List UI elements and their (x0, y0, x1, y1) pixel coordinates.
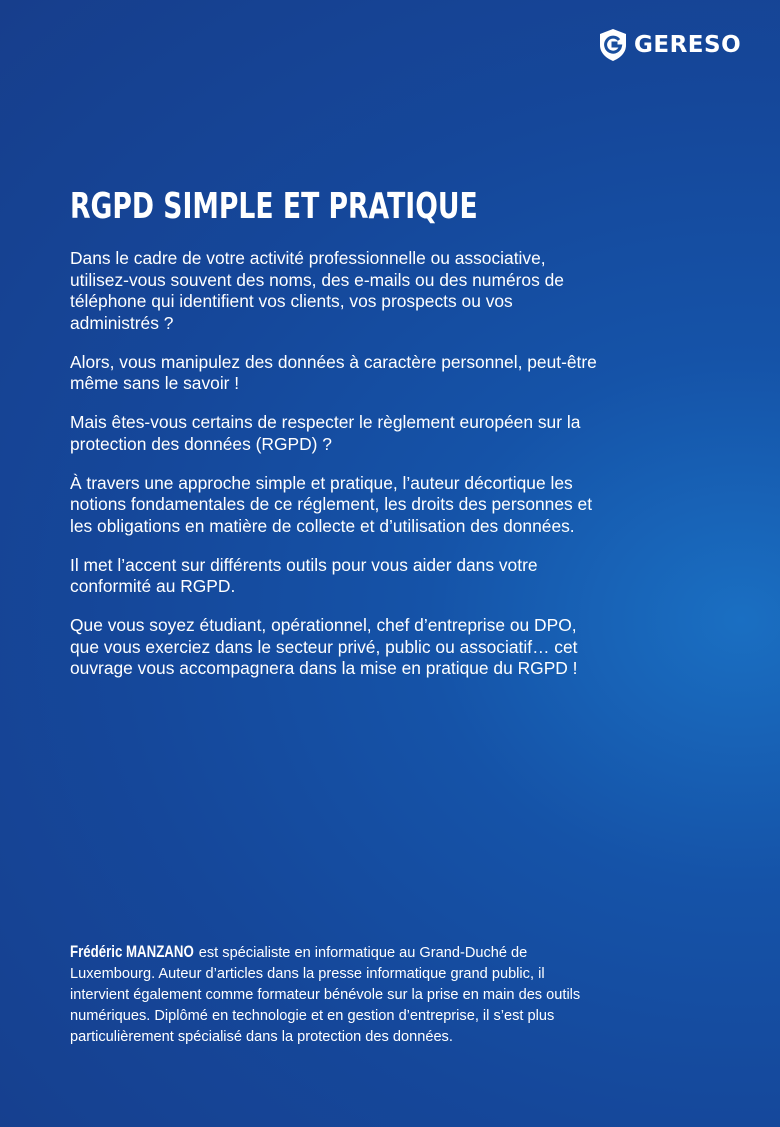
book-title: RGPD SIMPLE ET PRATIQUE (70, 186, 478, 227)
paragraph-4: À travers une approche simple et pratique, l’auteur décortique les notions fondamentales de ce réglement, les droits des personnes et les obligations en matière de collecte et d’utilisation des données. (70, 472, 593, 536)
publisher-name: GERESO (634, 32, 742, 58)
paragraph-1: Dans le cadre de votre activité professionnelle ou associative, utilisez-vous souvent des noms, des e-mails ou des numéros de téléphone qui identifient vos clients, vos prospects ou vos administrés ? (70, 248, 564, 333)
paragraph-6: Que vous soyez étudiant, opérationnel, chef d’entreprise ou DPO, que vous exerciez dans le secteur privé, public ou associatif… cet ouvrage vous accompagnera dans la mise en pratique du RGPD ! (70, 615, 578, 678)
paragraph-2: Alors, vous manipulez des données à caractère personnel, peut-être même sans le savoir ! (70, 351, 597, 393)
author-bio-text: est spécialiste en informatique au Grand-Duché de Luxembourg. Auteur d’articles dans la presse informatique grand public, il intervient également comme formateur bénévole sur la prise en main des outils numériques. Diplômé en technologie et en gestion d’entreprise, il s’est plus particulièrement spécialisé dans la protection des données. (70, 945, 581, 1045)
description (70, 248, 600, 697)
publisher-logo (598, 28, 741, 62)
author-name: Frédéric MANZANO (70, 942, 194, 961)
shield-g-icon (598, 28, 628, 62)
author-bio (70, 941, 590, 1048)
paragraph-5: Il met l’accent sur différents outils pour vous aider dans votre conformité au RGPD. (70, 554, 538, 596)
paragraph-3: Mais êtes-vous certains de respecter le règlement européen sur la protection des données (RGPD) ? (70, 412, 581, 454)
